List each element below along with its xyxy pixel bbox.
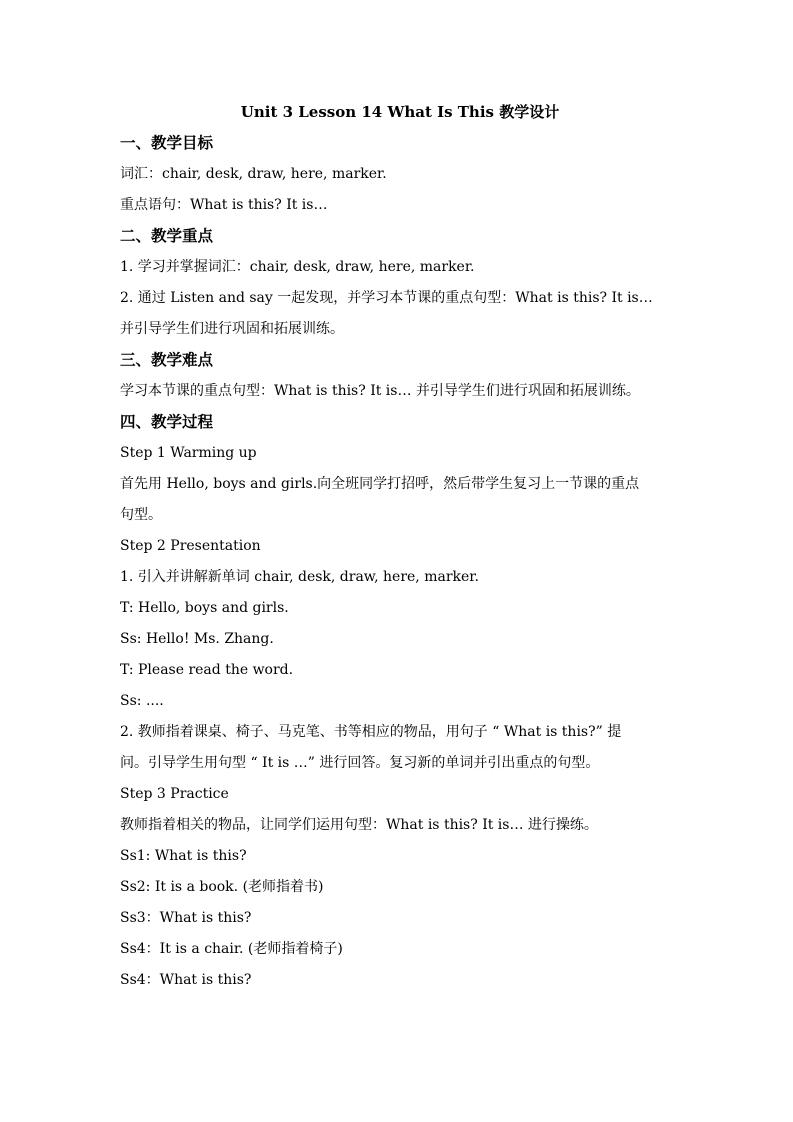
text-line: 2. 通过 Listen and say 一起发现，并学习本节课的重点句型：What is this? It is…: [120, 290, 653, 306]
dialogue-line: T: Please read the word.: [120, 662, 294, 678]
dialogue-line: T: Hello, boys and girls.: [120, 600, 289, 616]
dialogue-line: Ss1: What is this?: [120, 848, 247, 864]
step-label: Step 3 Practice: [120, 786, 229, 802]
text-line: 学习本节课的重点句型：What is this? It is… 并引导学生们进行巩固和拓展训练。: [120, 383, 640, 399]
step-label: Step 1 Warming up: [120, 445, 257, 461]
dialogue-line: Ss4：What is this?: [120, 972, 252, 988]
dialogue-line: Ss4：It is a chair. (老师指着椅子): [120, 941, 343, 957]
section-heading-key-points: 二、教学重点: [120, 226, 214, 245]
text-line: 2. 教师指着课桌、椅子、马克笔、书等相应的物品，用句子 “ What is this?” 提: [120, 724, 622, 740]
document-body: [120, 100, 680, 999]
dialogue-line: Ss: ....: [120, 693, 164, 709]
text-line: 1. 引入并讲解新单词 chair, desk, draw, here, marker.: [120, 569, 479, 585]
text-line: 教师指着相关的物品，让同学们运用句型：What is this? It is… 进行操练。: [120, 817, 598, 833]
document-title: Unit 3 Lesson 14 What Is This 教学设计: [240, 103, 560, 121]
section-heading-objectives: 一、教学目标: [120, 133, 214, 152]
dialogue-line: Ss2: It is a book. (老师指着书): [120, 879, 324, 895]
text-line: 并引导学生们进行巩固和拓展训练。: [120, 321, 344, 337]
text-line: 首先用 Hello, boys and girls.向全班同学打招呼，然后带学生复习上一节课的重点: [120, 476, 640, 492]
section-heading-difficulties: 三、教学难点: [120, 350, 214, 369]
dialogue-line: Ss: Hello! Ms. Zhang.: [120, 631, 274, 647]
text-line: 1. 学习并掌握词汇：chair, desk, draw, here, marker.: [120, 259, 475, 275]
section-heading-process: 四、教学过程: [120, 412, 214, 431]
text-line: 词汇：chair, desk, draw, here, marker.: [120, 166, 387, 182]
text-line: 重点语句：What is this? It is…: [120, 197, 328, 213]
dialogue-line: Ss3：What is this?: [120, 910, 252, 926]
step-label: Step 2 Presentation: [120, 538, 261, 554]
text-line: 问。引导学生用句型 “ It is …” 进行回答。复习新的单词并引出重点的句型。: [120, 755, 600, 771]
text-line: 句型。: [120, 507, 162, 523]
